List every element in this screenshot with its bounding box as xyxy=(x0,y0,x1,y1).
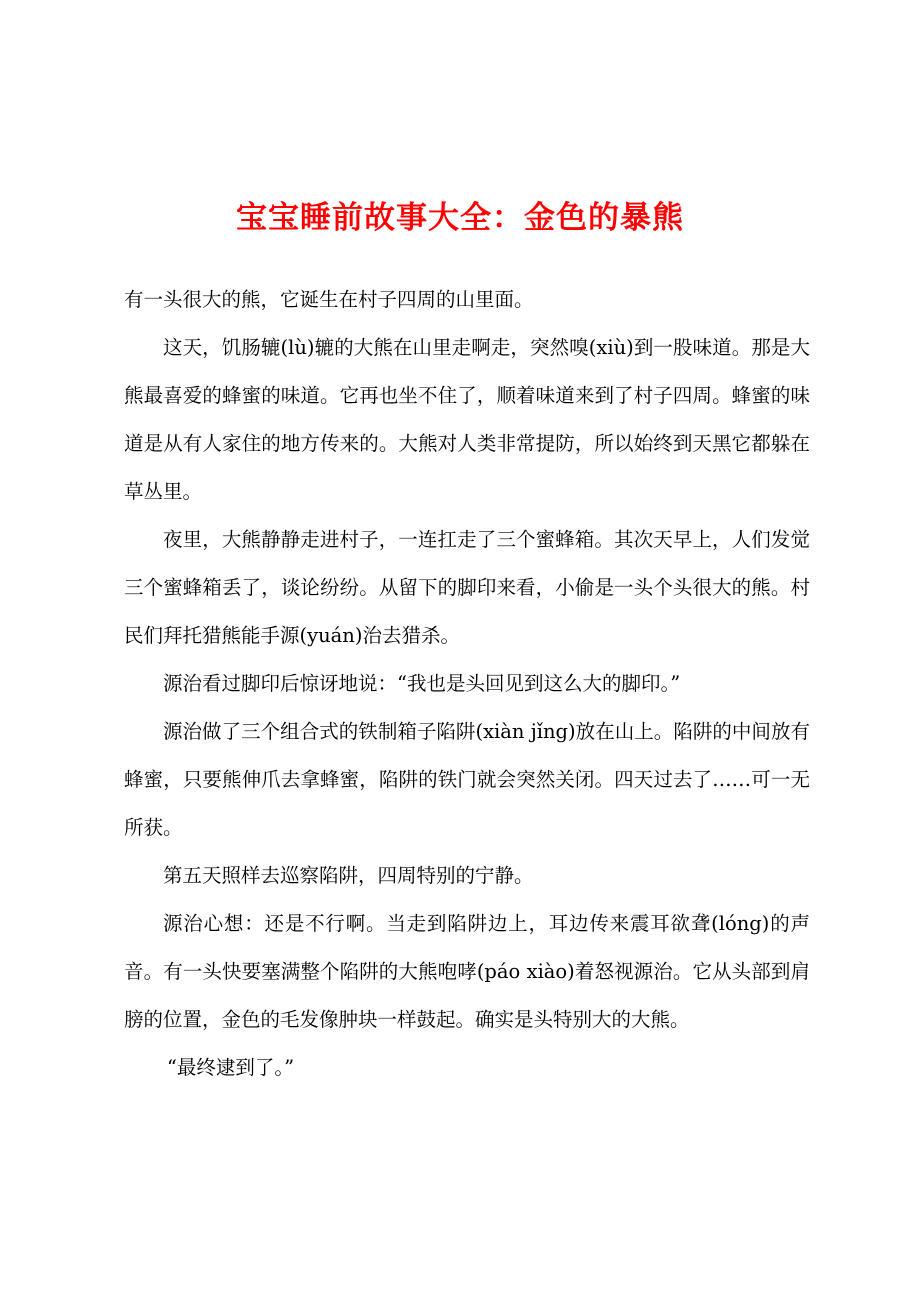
paragraph: “最终逮到了。” xyxy=(166,1056,295,1079)
paragraph: 这天，饥肠辘(lù)辘的大熊在山里走啊走，突然嗅(xiù)到一股味道。那是大熊最喜爱的蜂蜜的味道。它再也坐不住了，顺着味道来到了村子四周。蜂蜜的味道是从有人家住的地方传来的。大熊对人类非常提防，所以始终到天黑它都躲在草丛里。 xyxy=(124,336,810,503)
paragraph: 第五天照样去巡察陷阱，四周特别的宁静。 xyxy=(163,864,534,887)
paragraph: 源治心想：还是不行啊。当走到陷阱边上，耳边传来震耳欲聋(lóng)的声音。有一头快要塞满整个陷阱的大熊咆哮(páo xiào)着怒视源治。它从头部到肩膀的位置，金色的毛发像肿块一样鼓起。确实是头特别大的大熊。 xyxy=(124,912,810,1031)
paragraph: 夜里，大熊静静走进村子，一连扛走了三个蜜蜂箱。其次天早上，人们发觉三个蜜蜂箱丢了，谈论纷纷。从留下的脚印来看，小偷是一头个头很大的熊。村民们拜托猎熊能手源(yuán)治去猎杀。 xyxy=(124,528,810,647)
paragraph: 有一头很大的熊，它诞生在村子四周的山里面。 xyxy=(124,288,534,311)
document-title: 宝宝睡前故事大全：金色的暴熊 xyxy=(236,200,684,236)
document-body xyxy=(124,276,810,1092)
paragraph: 源治做了三个组合式的铁制箱子陷阱(xiàn jǐng)放在山上。陷阱的中间放有蜂蜜，只要熊伸爪去拿蜂蜜，陷阱的铁门就会突然关闭。四天过去了……可一无所获。 xyxy=(124,720,810,839)
paragraph: 源治看过脚印后惊讶地说：“我也是头回见到这么大的脚印。” xyxy=(163,672,681,695)
